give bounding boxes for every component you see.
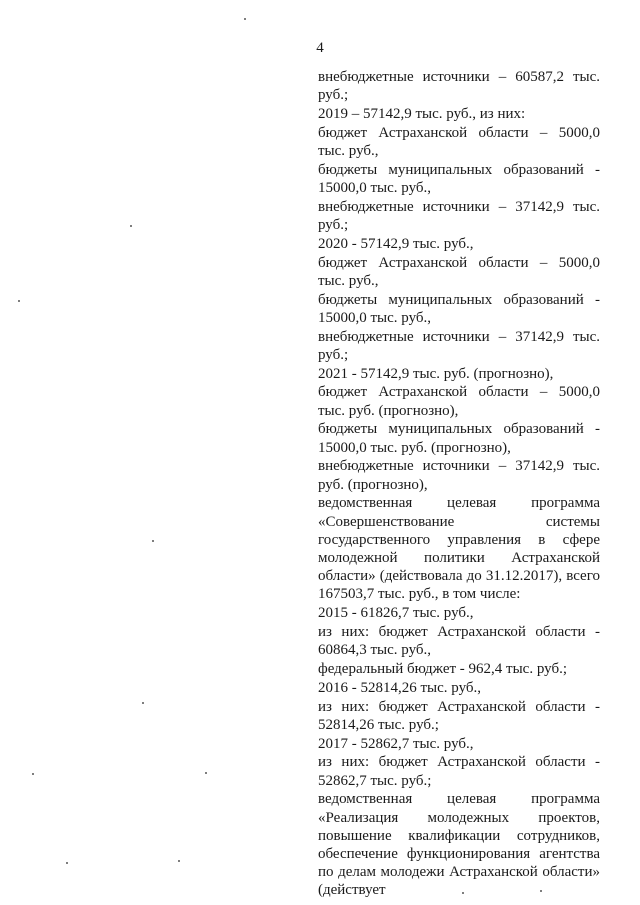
paragraph: 2020 - 57142,9 тыс. руб.,: [318, 235, 474, 252]
paragraph: ведомственная целевая программа «Реализация молодежных проектов, повышение квалификации сотрудников, обеспечение функционирования агентства по делам молодежи Астраханской области» (действует: [318, 791, 600, 899]
paragraph: бюджеты муниципальных образований - 15000,0 тыс. руб.,: [318, 291, 600, 326]
paragraph: 2016 - 52814,26 тыс. руб.,: [318, 679, 482, 696]
paragraph: внебюджетные источники – 37142,9 тыс. руб.;: [318, 198, 600, 233]
scan-speck: [178, 860, 180, 862]
paragraph: внебюджетные источники – 60587,2 тыс. руб.;: [318, 69, 600, 104]
page-number: 4: [316, 40, 324, 56]
paragraph: ведомственная целевая программа «Совершенствование системы государственного управления в сфере молодежной политики Астраханской области» (действовала до 31.12.2017), всего 167503,7 тыс. руб., в том числе:: [318, 495, 600, 603]
paragraph: бюджеты муниципальных образований - 15000,0 тыс. руб. (прогнозно),: [318, 421, 600, 456]
paragraph: бюджеты муниципальных образований - 15000,0 тыс. руб.,: [318, 161, 600, 196]
paragraph: 2019 – 57142,9 тыс. руб., из них:: [318, 106, 526, 122]
scan-speck: [152, 540, 154, 542]
scan-speck: [244, 18, 246, 20]
scan-speck: [540, 890, 542, 892]
scan-speck: [205, 772, 207, 774]
paragraph: 2021 - 57142,9 тыс. руб. (прогнозно),: [318, 365, 554, 382]
paragraph: 2015 - 61826,7 тыс. руб.,: [318, 605, 474, 622]
scan-speck: [18, 300, 20, 302]
paragraph: внебюджетные источники – 37142,9 тыс. руб.;: [318, 328, 600, 363]
paragraph: внебюджетные источники – 37142,9 тыс. руб. (прогнозно),: [318, 458, 600, 493]
scan-speck: [66, 862, 68, 864]
scan-speck: [130, 225, 132, 227]
paragraph: бюджет Астраханской области – 5000,0 тыс. руб.,: [318, 124, 600, 159]
paragraph: из них: бюджет Астраханской области - 52814,26 тыс. руб.;: [318, 698, 600, 733]
paragraph: федеральный бюджет - 962,4 тыс. руб.;: [318, 661, 567, 677]
paragraph: 2017 - 52862,7 тыс. руб.,: [318, 735, 474, 752]
paragraph: бюджет Астраханской области – 5000,0 тыс. руб.,: [318, 254, 600, 289]
funding-text-column: [318, 68, 600, 900]
scan-speck: [142, 702, 144, 704]
scan-speck: [32, 773, 34, 775]
paragraph: из них: бюджет Астраханской области - 52862,7 тыс. руб.;: [318, 754, 600, 789]
paragraph: из них: бюджет Астраханской области - 60864,3 тыс. руб.,: [318, 624, 600, 659]
scan-speck: [462, 892, 464, 894]
paragraph: бюджет Астраханской области – 5000,0 тыс. руб. (прогнозно),: [318, 384, 600, 419]
